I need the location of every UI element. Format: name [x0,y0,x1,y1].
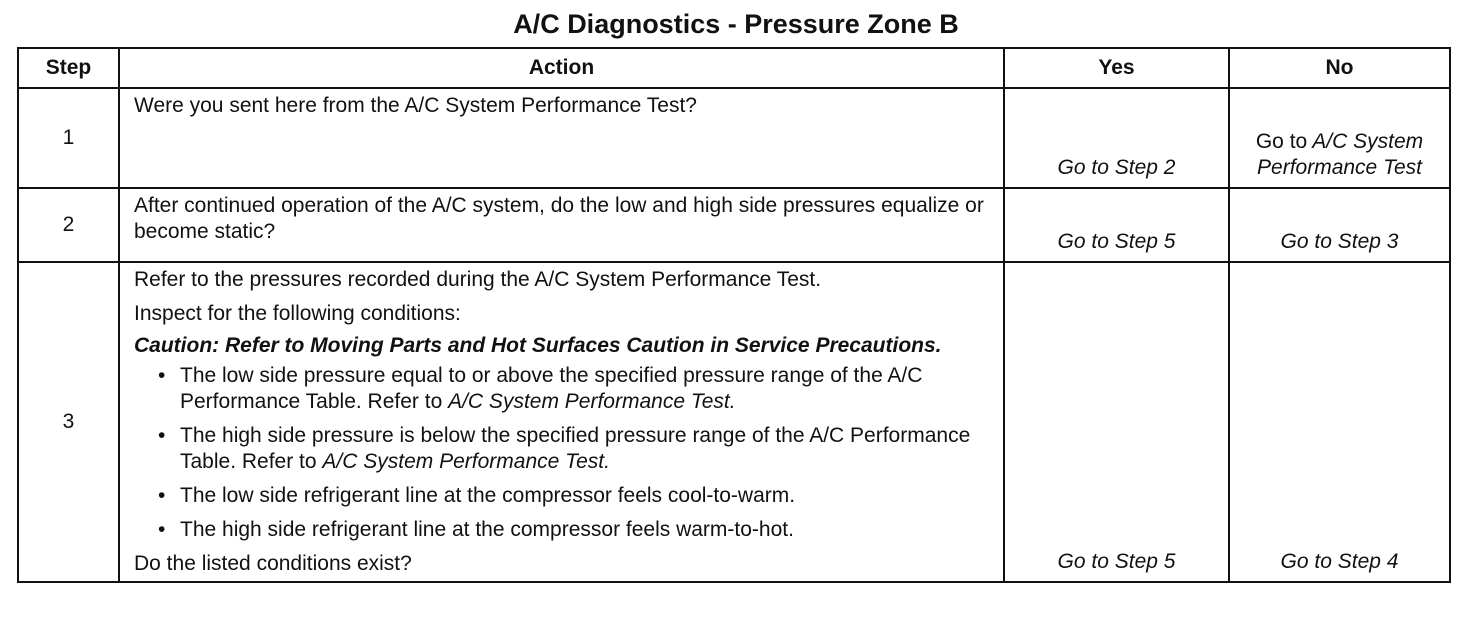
condition-ref: A/C System Performance Test. [322,450,610,473]
yes-cell [1004,188,1229,262]
yes-text: Go to Step 2 [1057,156,1176,179]
step-number: 3 [18,262,119,582]
table-row [18,188,1450,262]
condition-text: The high side pressure is below the specified pressure range of the A/C Performance Table. Refer to [180,424,971,473]
bullet-icon: • [158,364,166,387]
yes-cell [1004,262,1229,582]
condition-ref: A/C System Performance Test. [448,390,736,413]
no-cell [1229,262,1450,582]
header-yes: Yes [1004,48,1229,88]
bullet-icon: • [158,484,166,507]
table-row [18,88,1450,188]
action-text: Were you sent here from the A/C System Performance Test? [134,94,697,117]
action-cell [119,88,1004,188]
action-text: After continued operation of the A/C system, do the low and high side pressures equalize or become static? [134,194,984,243]
list-item [158,423,991,475]
header-step: Step [18,48,119,88]
no-prefix: Go to [1255,130,1308,153]
no-text: Go to Step 4 [1280,550,1399,573]
yes-text: Go to Step 5 [1057,230,1176,253]
action-cell [119,188,1004,262]
action-question: Do the listed conditions exist? [134,552,412,575]
caution-text: Caution: Refer to Moving Parts and Hot Surfaces Caution in Service Precautions. [134,334,942,357]
list-item [158,517,991,543]
table-header-row [18,48,1450,88]
bullet-icon: • [158,518,166,541]
page-title: A/C Diagnostics - Pressure Zone B [513,9,959,39]
step-number: 2 [18,188,119,262]
bullet-icon: • [158,424,166,447]
action-intro: Refer to the pressures recorded during the A/C System Performance Test. [134,268,822,291]
condition-text: The low side refrigerant line at the compressor feels cool-to-warm. [180,484,796,507]
no-cell [1229,88,1450,188]
condition-list [134,363,991,543]
no-text: Go to Step 3 [1280,230,1399,253]
no-cell [1229,188,1450,262]
list-item [158,363,991,415]
list-item [158,483,991,509]
action-cell [119,262,1004,582]
yes-cell [1004,88,1229,188]
no-ref: A/C System Performance Test [1257,130,1424,179]
condition-text: The high side refrigerant line at the compressor feels warm-to-hot. [180,518,794,541]
condition-text: The low side pressure equal to or above the specified pressure range of the A/C Performance Table. Refer to [180,364,923,413]
yes-text: Go to Step 5 [1057,550,1176,573]
action-inspect: Inspect for the following conditions: [134,302,461,325]
step-number: 1 [18,88,119,188]
diagnostic-table [17,47,1451,583]
header-action: Action [119,48,1004,88]
table-row [18,262,1450,582]
header-no: No [1229,48,1450,88]
